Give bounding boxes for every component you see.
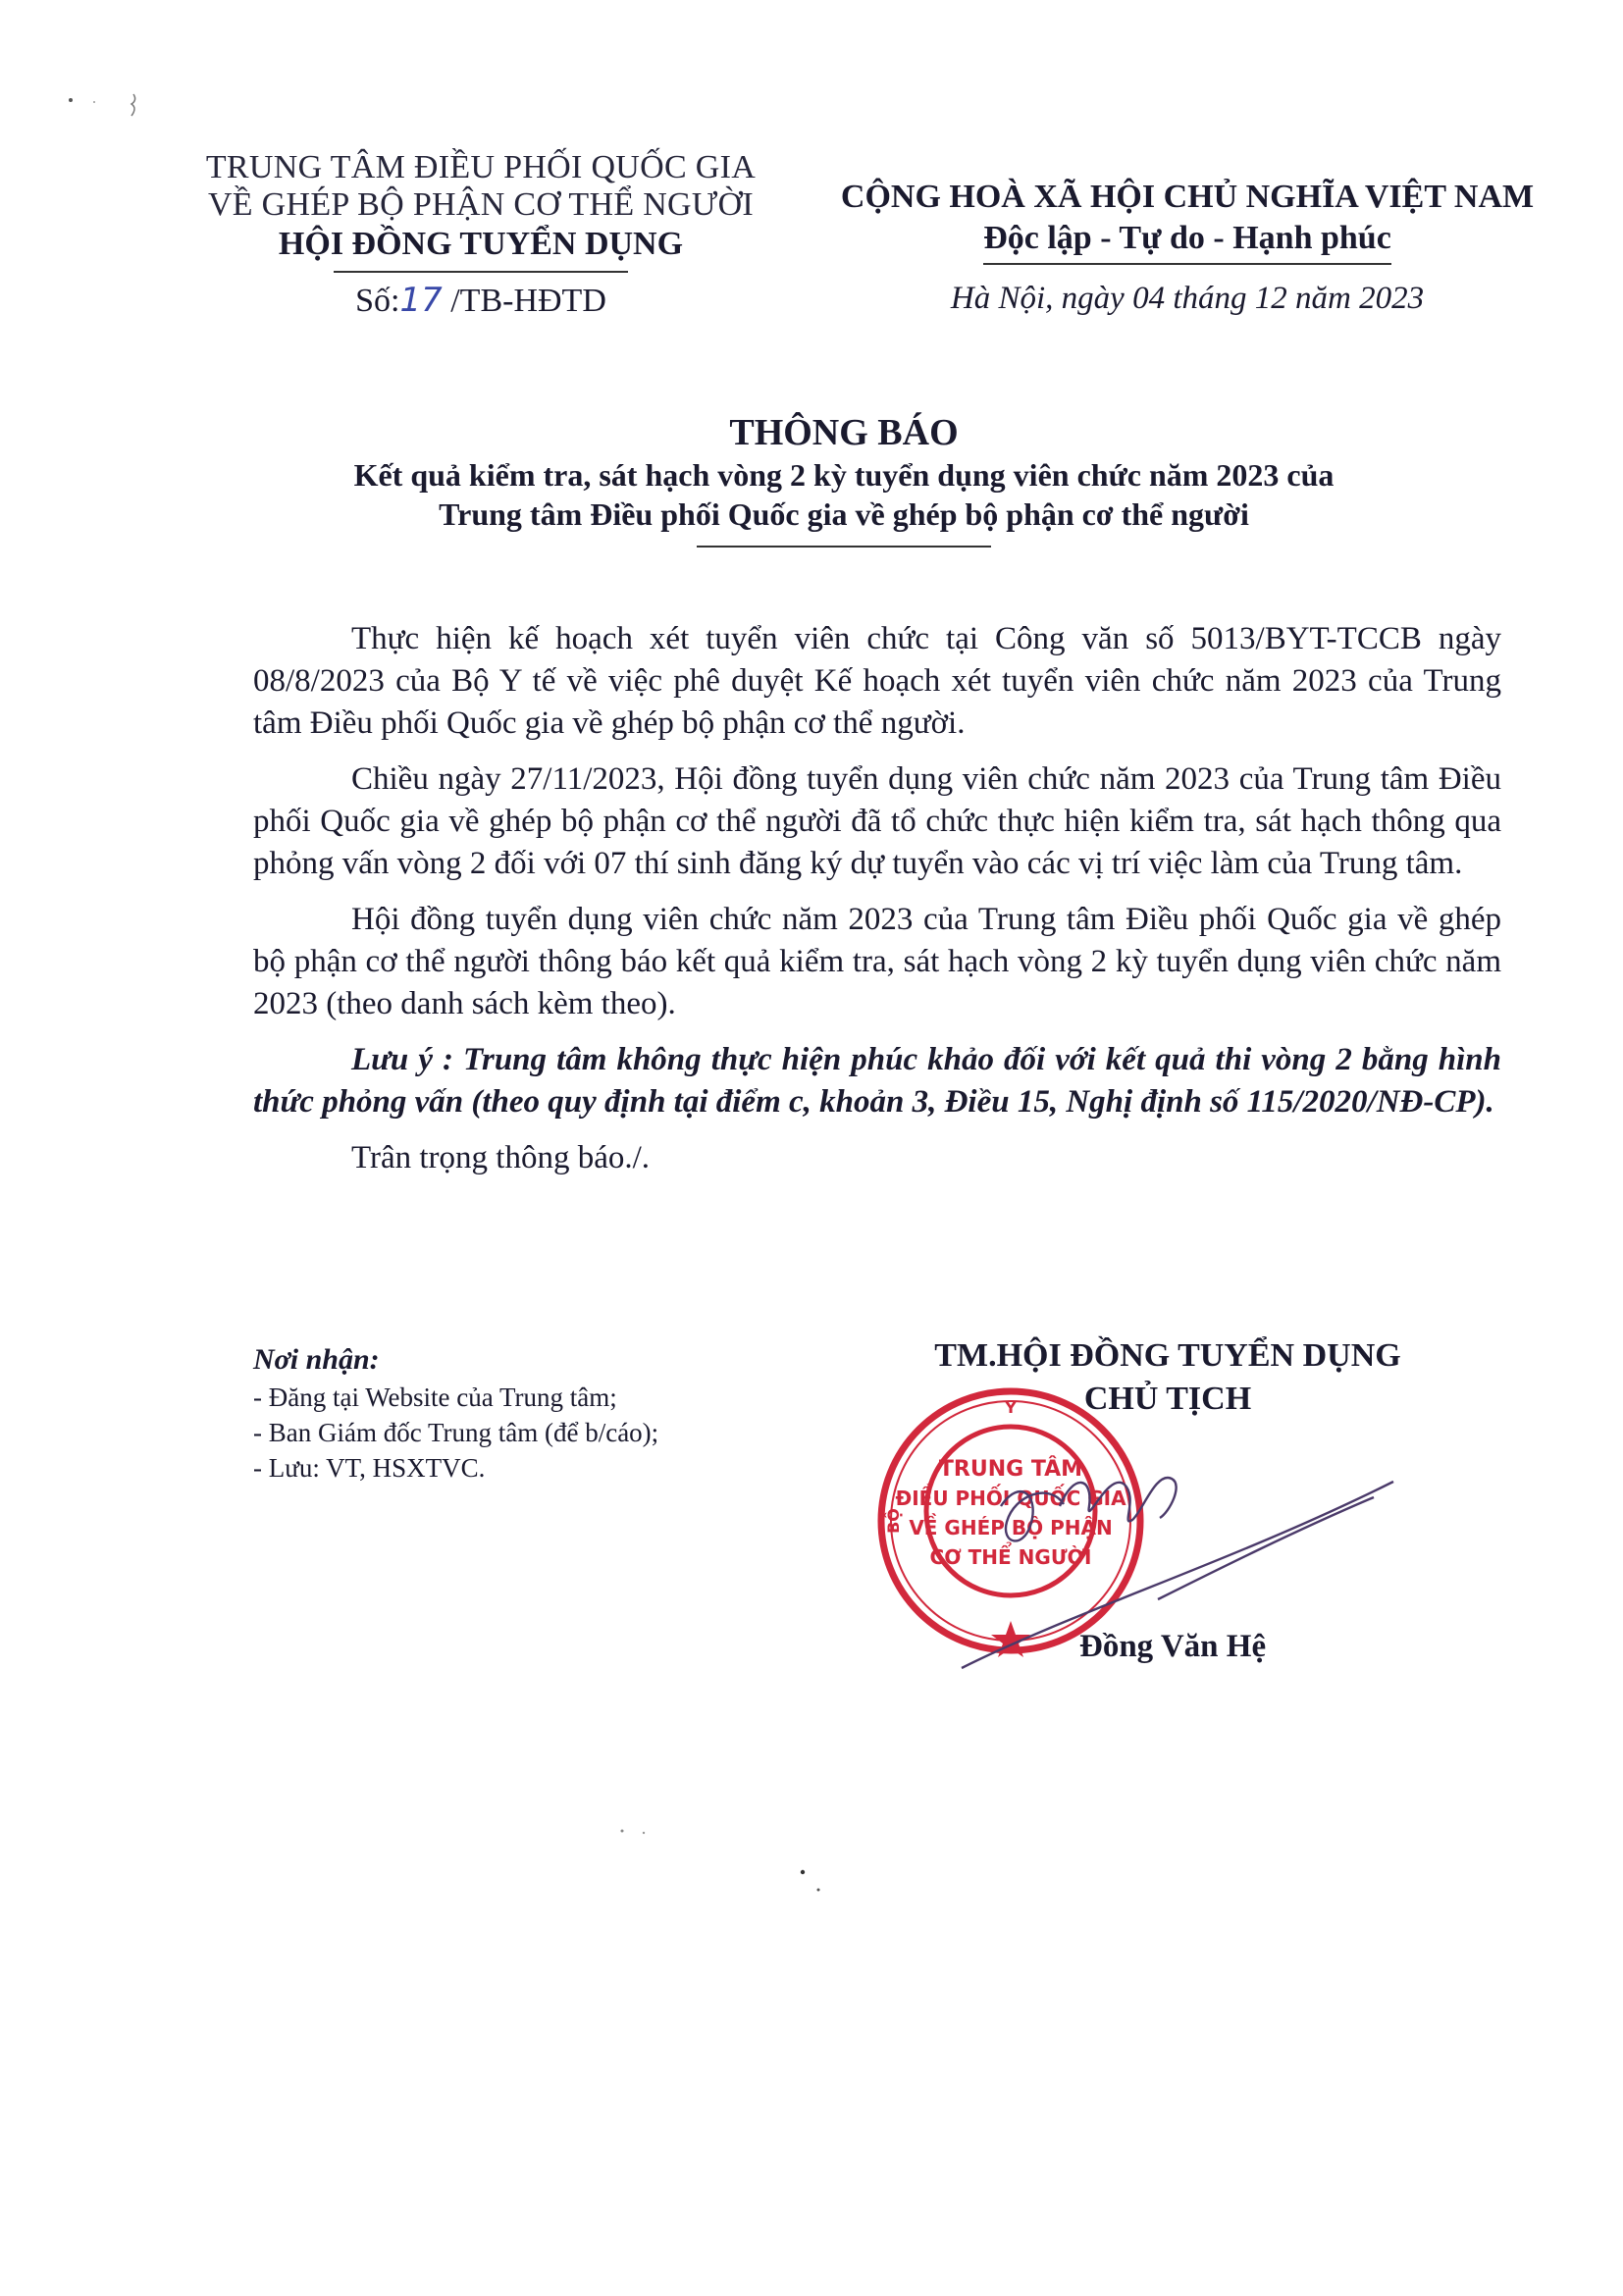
stamp-line4: CƠ THỂ NGƯỜI bbox=[929, 1545, 1092, 1569]
document-subtitle-line2: Trung tâm Điều phối Quốc gia về ghép bộ phận cơ thể người bbox=[439, 496, 1249, 532]
body-paragraph-3: Hội đồng tuyển dụng viên chức năm 2023 của Trung tâm Điều phối Quốc gia về ghép bộ phận cơ thể người thông báo kết quả kiểm tra, sát hạch vòng 2 kỳ tuyển dụng viên chức năm 2023 (theo danh sách kèm theo). bbox=[253, 902, 1501, 1021]
body-closing: Trân trọng thông báo./. bbox=[351, 1140, 651, 1175]
issuer-underline bbox=[334, 271, 628, 273]
document-date: Hà Nội, ngày 04 tháng 12 năm 2023 bbox=[950, 281, 1425, 316]
body-note: Lưu ý : Trung tâm không thực hiện phúc khảo đối với kết quả thi vòng 2 bằng hình thức phỏng vấn (theo quy định tại điểm c, khoản 3, Điều 15, Nghị định số 115/2020/NĐ-CP). bbox=[253, 1042, 1501, 1120]
issuer-org-line1: TRUNG TÂM ĐIỀU PHỐI QUỐC GIA bbox=[205, 149, 757, 185]
stamp-line2: ĐIỀU PHỐI QUỐC GIA bbox=[895, 1487, 1126, 1510]
document-title: THÔNG BÁO bbox=[729, 412, 959, 453]
scan-artifact bbox=[65, 90, 143, 130]
signature-role-chair: CHỦ TỊCH bbox=[1083, 1381, 1252, 1417]
recipient-item: - Đăng tại Website của Trung tâm; bbox=[253, 1383, 617, 1412]
issuer-header bbox=[186, 149, 775, 321]
document-number-suffix: /TB-HĐTD bbox=[442, 283, 606, 319]
document-subtitle-line1: Kết quả kiểm tra, sát hạch vòng 2 kỳ tuyển dụng viên chức năm 2023 của bbox=[353, 457, 1335, 493]
scan-artifact bbox=[618, 1825, 844, 1904]
body-paragraph-1: Thực hiện kế hoạch xét tuyển viên chức tại Công văn số 5013/BYT-TCCB ngày 08/8/2023 của Bộ Y tế về việc phê duyệt Kế hoạch xét tuyển viên chức năm 2023 của Trung tâm Điều phối Quốc gia về ghép bộ phận cơ thể người. bbox=[253, 621, 1501, 741]
document-body bbox=[253, 618, 1501, 1193]
issuer-council: HỘI ĐỒNG TUYỂN DỤNG bbox=[278, 226, 684, 262]
document-number bbox=[186, 281, 775, 321]
document-number-prefix: Số: bbox=[355, 283, 400, 319]
document-number-handwritten: 17 bbox=[399, 281, 443, 320]
national-title: CỘNG HOÀ XÃ HỘI CHỦ NGHĨA VIỆT NAM bbox=[840, 179, 1535, 215]
stamp-line3: VỀ GHÉP BỘ PHẬN bbox=[909, 1516, 1113, 1539]
signer-name: Đồng Văn Hệ bbox=[1079, 1629, 1267, 1664]
stamp-side-letters: BỘ bbox=[884, 1508, 903, 1534]
issuer-org-line2: VỀ GHÉP BỘ PHẬN CƠ THỂ NGƯỜI bbox=[207, 186, 755, 223]
recipients-block bbox=[253, 1340, 842, 1486]
stamp-top-letter: Y bbox=[1005, 1398, 1017, 1417]
title-underline bbox=[697, 546, 991, 548]
national-header bbox=[805, 177, 1570, 318]
recipient-item: - Lưu: VT, HSXTVC. bbox=[253, 1453, 486, 1483]
document-title-block bbox=[236, 410, 1452, 548]
recipients-title: Nơi nhận: bbox=[253, 1343, 380, 1376]
signature-role-council: TM.HỘI ĐỒNG TUYỂN DỤNG bbox=[934, 1337, 1401, 1374]
national-motto: Độc lập - Tự do - Hạnh phúc bbox=[983, 218, 1391, 265]
body-paragraph-2: Chiều ngày 27/11/2023, Hội đồng tuyển dụng viên chức năm 2023 của Trung tâm Điều phối Quốc gia về ghép bộ phận cơ thể người đã tổ chức thực hiện kiểm tra, sát hạch thông qua phỏng vấn vòng 2 đối với 07 thí sinh đăng ký dự tuyển vào các vị trí việc làm của Trung tâm. bbox=[253, 761, 1501, 881]
stamp-line1: TRUNG TÂM bbox=[938, 1457, 1083, 1482]
recipient-item: - Ban Giám đốc Trung tâm (để b/cáo); bbox=[253, 1418, 659, 1447]
